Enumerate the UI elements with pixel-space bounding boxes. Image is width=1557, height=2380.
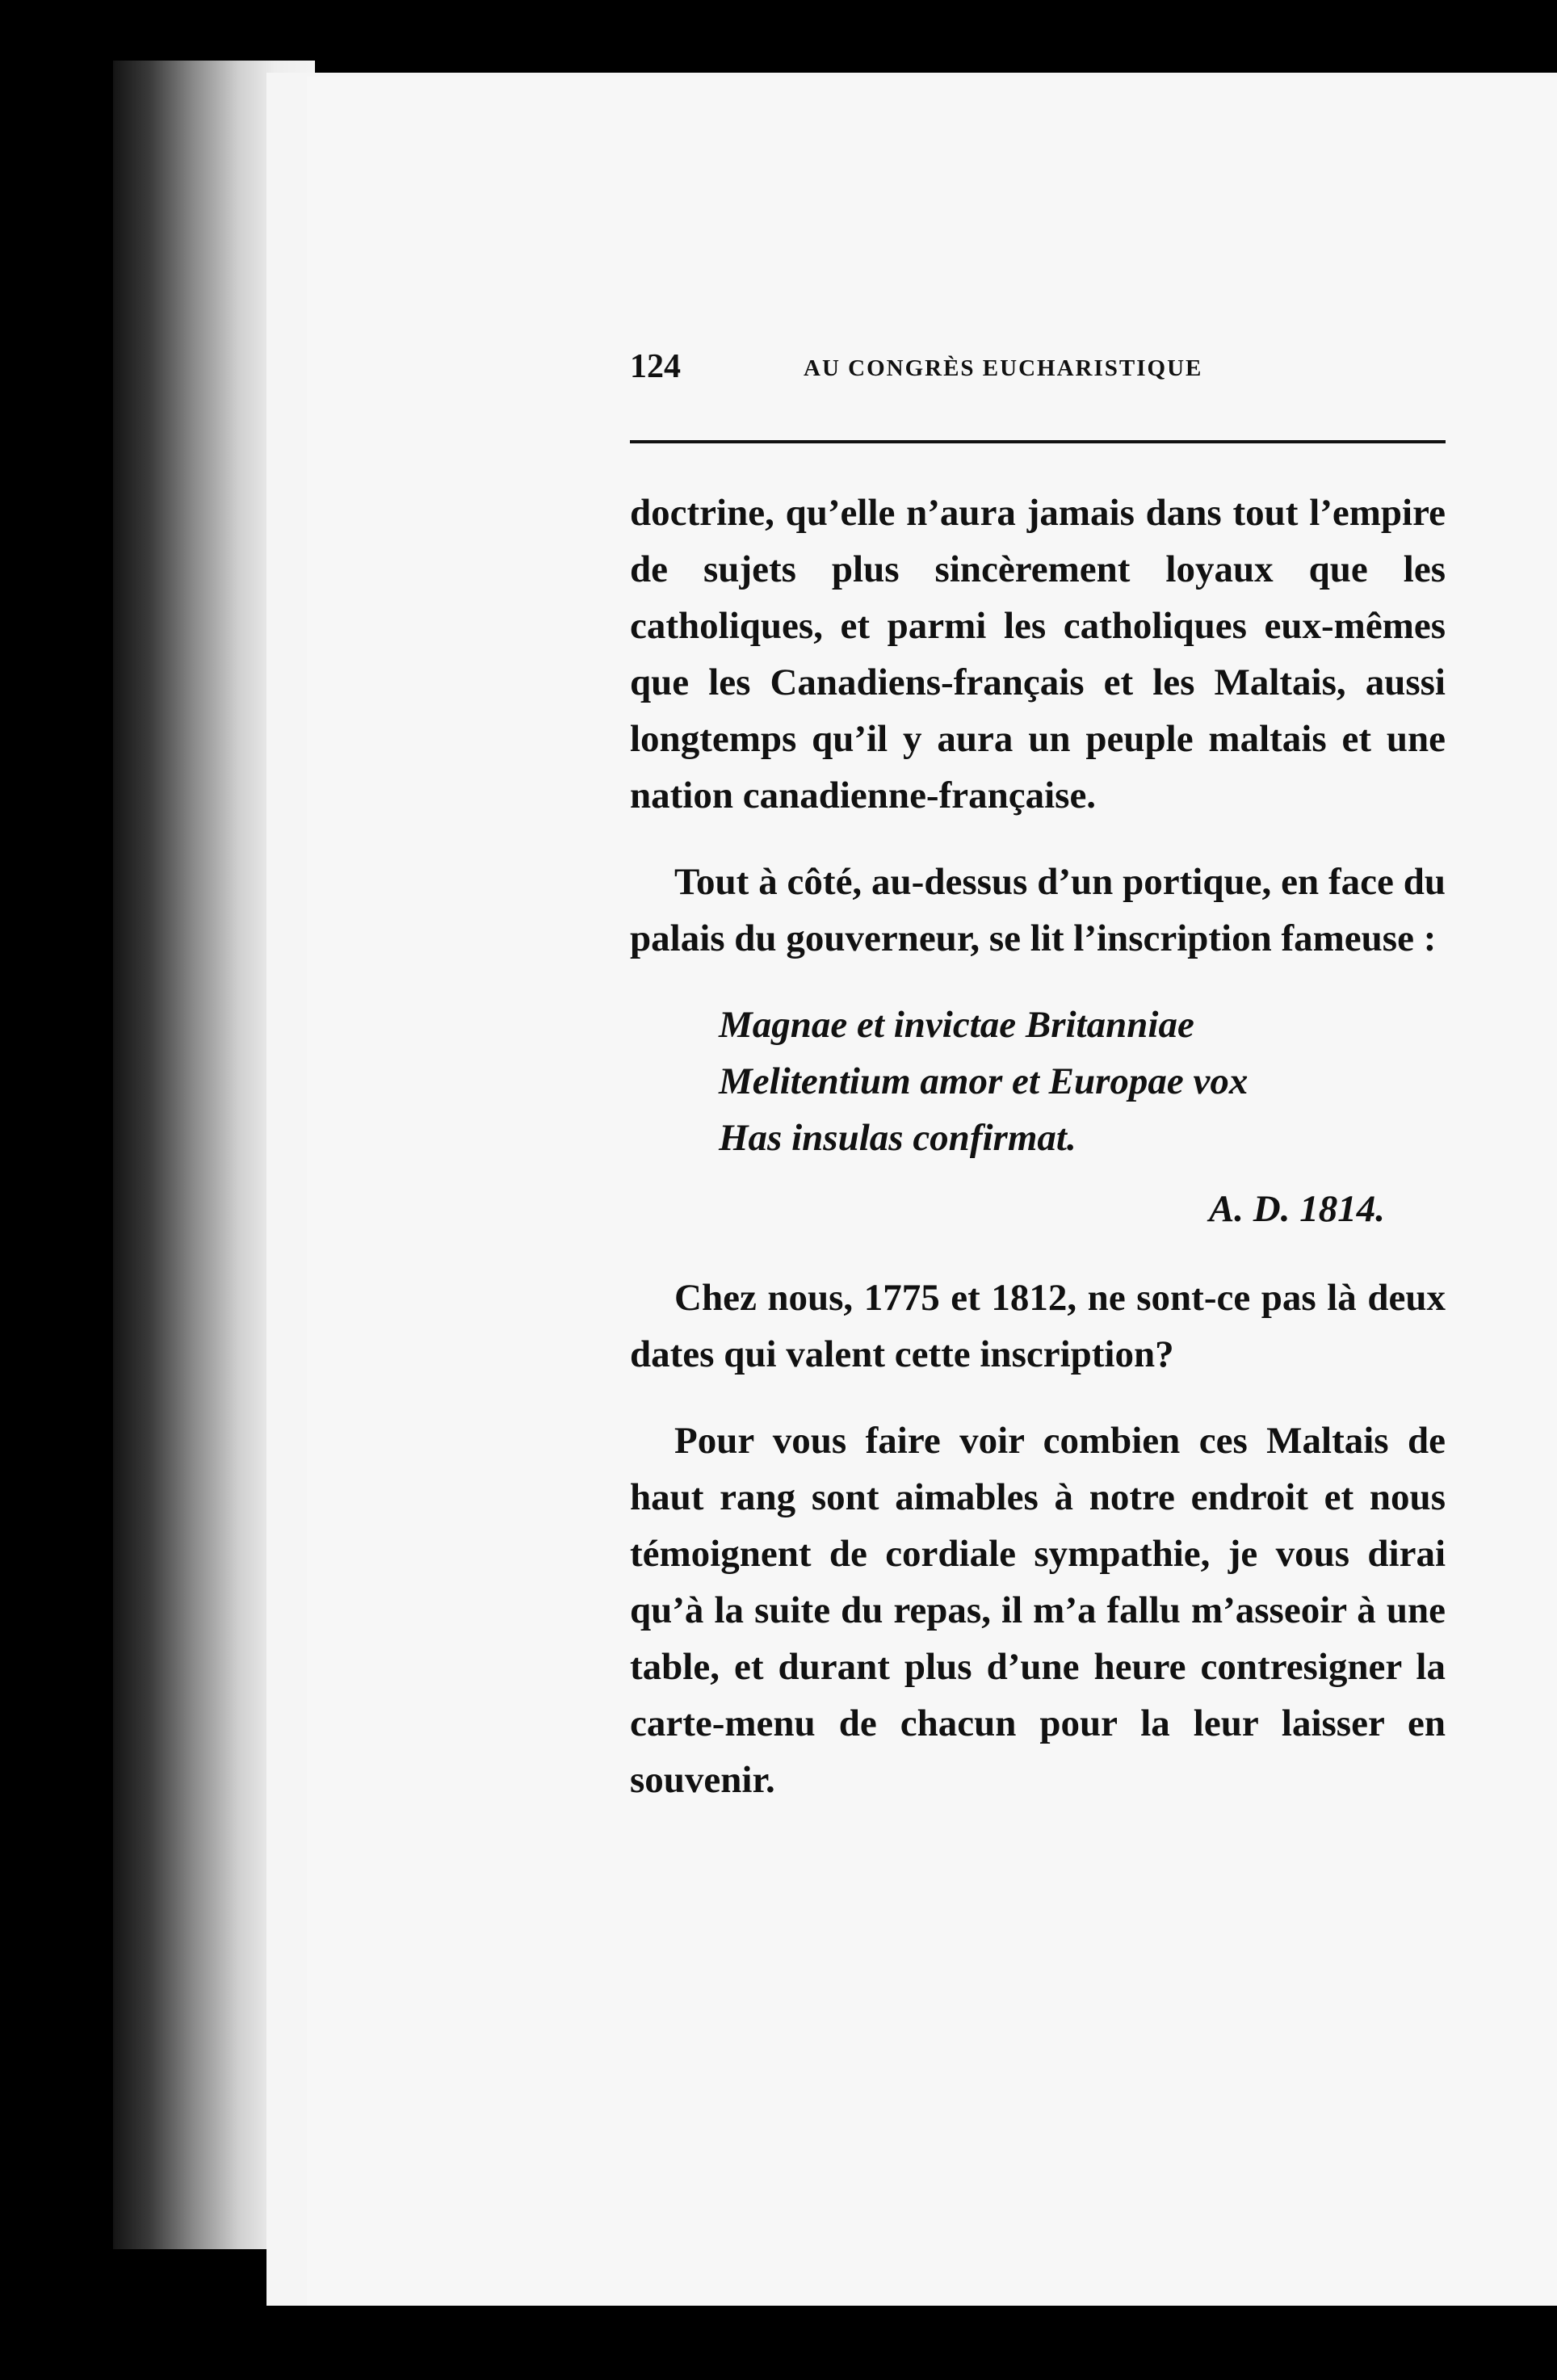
- running-head-container: [630, 347, 1446, 396]
- page-number: 124: [630, 348, 681, 385]
- inscription-line-2: Melitentium amor et Europae vox: [719, 1060, 1249, 1102]
- scan-border: [0, 2306, 1557, 2380]
- body-text: [630, 485, 1446, 1838]
- running-head: [630, 347, 1446, 396]
- paragraph-2: Tout à côté, au-dessus d’un portique, en face du palais du gouverneur, se lit l’inscription fameuse :: [630, 861, 1446, 959]
- paragraph-4: Pour vous faire voir combien ces Maltais de haut rang sont aimables à notre endroit et nous témoignent de cordiale sympathie, je vous dirai qu’à la suite du repas, il m’a fallu m’asseoir à une table, et durant plus d’une heure contresigner la carte-menu de chacun pour la leur laisser en souvenir.: [630, 1420, 1446, 1801]
- running-title: AU CONGRÈS EUCHARISTIQUE: [804, 355, 1203, 381]
- inscription-line-1: Magnae et invictae Britanniae: [719, 1004, 1194, 1046]
- inscription-line-3: Has insulas confirmat.: [719, 1117, 1076, 1159]
- header-rule: [630, 440, 1446, 443]
- inscription: [719, 997, 1446, 1237]
- paragraph-3: Chez nous, 1775 et 1812, ne sont-ce pas là deux dates qui valent cette inscription?: [630, 1277, 1446, 1375]
- inscription-date: A. D. 1814.: [1208, 1188, 1385, 1230]
- paragraph-1: doctrine, qu’elle n’aura jamais dans tout l’empire de sujets plus sincèrement loyaux que les catholiques, et parmi les catholiques eux-mêmes que les Canadiens-français et les Maltais, aussi longtemps qu’il y aura un peuple maltais et une nation canadienne-française.: [630, 492, 1446, 816]
